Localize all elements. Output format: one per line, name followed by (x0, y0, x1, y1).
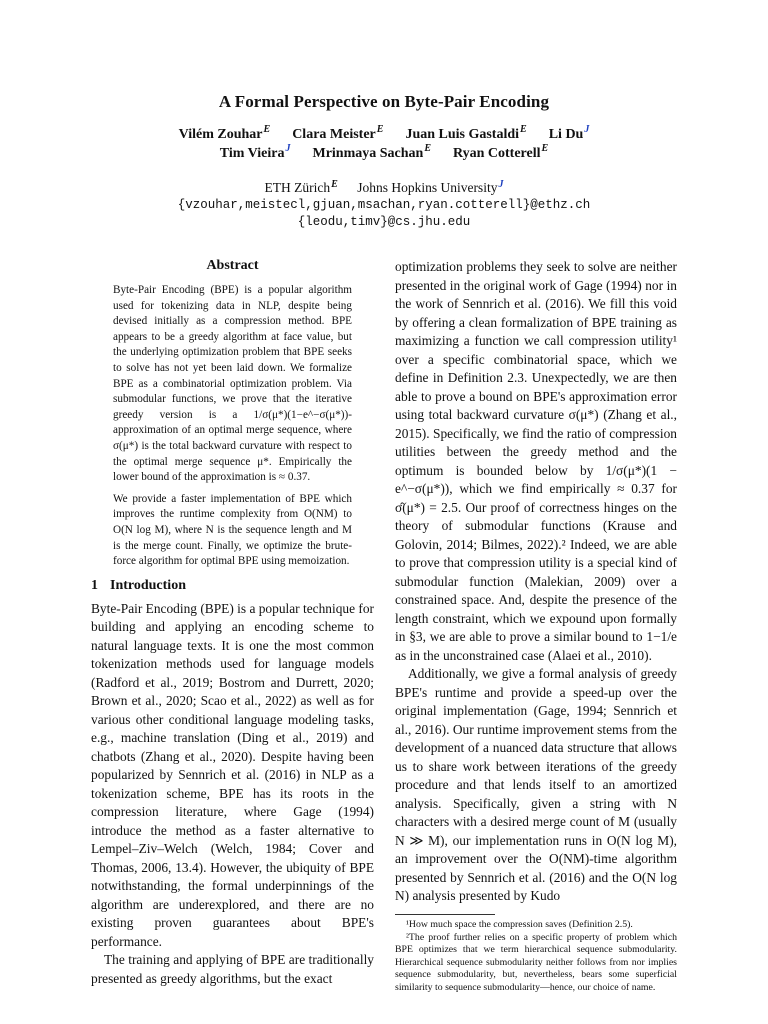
right-column (395, 258, 677, 995)
email-line-2: {leodu,timv}@cs.jhu.edu (297, 215, 471, 229)
author-affiliation-mark: E (541, 143, 549, 155)
author-r1-3 (548, 124, 590, 142)
affiliation-eth-name: ETH Zürich (264, 180, 331, 195)
abstract-paragraph-1: Byte-Pair Encoding (BPE) is a popular algorithm used for tokenizing data in NLP, despite being devised initially as a compression method. BPE appears to be a greedy algorithm at face value, but the underlying optimization problem that BPE seeks to solve has not yet been laid down. We formalize BPE as a combinatorial optimization problem. Via submodular functions, we prove that the iterative greedy version is a 1/σ(μ*)(1−e^−σ(μ*))-approximation of an optimal merge sequence, where σ(μ*) is the total backward curvature with respect to the optimal merge sequence μ*. Empirically the lower bound of the approximation is ≈ 0.37. (113, 284, 352, 484)
affiliation-jhu-mark: J (498, 178, 504, 190)
author-name: Clara Meister (292, 127, 376, 142)
paper-title: A Formal Perspective on Byte-Pair Encoding (218, 92, 550, 111)
abstract-heading: Abstract (206, 258, 259, 273)
author-name: Li Du (548, 127, 584, 142)
intro-paragraph-2-continued: optimization problems they seek to solve are neither presented in the original work of Gage (1994) nor in the work of Sennrich et al. (2016). We fill this void by offering a clean formalization of BPE training as maximizing a function we call compression utility¹ over a specific combinatorial space, which we define in Definition 2.3. Unexpectedly, we are then able to prove a bound on BPE's approximation error using total backward curvature σ(μ*) (Zhang et al., 2015). Specifically, we find the ratio of compression utilities between the greedy method and the optimum is bounded below by 1/σ(μ*)(1 − e^−σ(μ*)), which we find empirically ≈ 0.37 for σ̂(μ*) = 2.5. Our proof of correctness hinges on the theory of submodular functions (Krause and Golovin, 2014; Bilmes, 2022).² Indeed, we are able to prove that compression utility is a special kind of submodular function (Malekian, 2009) over a constrained space. And, despite the presence of the length constraint, which we expound upon formally in §3, we are able to prove a similar bound to 1−1/e as in the unconstrained case (Alaei et al., 2010). (395, 259, 677, 663)
section-title: Introduction (110, 577, 186, 593)
author-r1-2 (405, 124, 527, 142)
author-affiliation-mark: E (424, 143, 431, 155)
author-r2-2 (453, 143, 549, 161)
author-list-row-2 (0, 143, 768, 162)
author-name: Juan Luis Gastaldi (405, 127, 520, 142)
affiliation-eth (265, 180, 338, 195)
author-affiliation-mark: E (263, 124, 271, 136)
section-heading-introduction (91, 578, 374, 594)
author-name: Tim Vieira (219, 146, 285, 161)
author-r2-1 (312, 143, 431, 161)
email-line-1: {vzouhar,meistecl,gjuan,msachan,ryan.cotterell}@ethz.ch (177, 198, 591, 212)
intro-paragraph-1: Byte-Pair Encoding (BPE) is a popular technique for building and applying an encoding scheme to natural language texts. It is one the most common tokenization methods used for language models (Radford et al., 2019; Bostrom and Durrett, 2020; Brown et al., 2020; Scao et al., 2022) as well as for various other conditional language modeling tasks, e.g., machine translation (Ding et al., 2019) and chatbots (Zhang et al., 2020). Despite having been popularized by Sennrich et al. (2016) in NLP as a tokenization scheme, BPE has its roots in the compression literature, where Gage (1994) introduce the method as a faster alternative to Lempel–Ziv–Welch (Welch, 1984; Cover and Thomas, 2006, 13.4). However, the ubiquity of BPE notwithstanding, the formal underpinnings of the algorithm are underexplored, and there are no existing proven guarantees about BPE's performance. (91, 600, 374, 949)
author-affiliation-mark: J (584, 124, 590, 136)
author-r1-1 (292, 124, 384, 142)
author-affiliation-mark: E (376, 124, 384, 136)
footnote-1: ¹How much space the compression saves (Definition 2.5). (406, 918, 633, 930)
section-number: 1 (91, 577, 98, 593)
author-r1-0 (178, 124, 271, 142)
affiliation-line (0, 180, 768, 196)
affiliation-jhu (357, 180, 503, 195)
author-r2-0 (219, 143, 291, 161)
author-affiliation-mark: E (520, 124, 527, 136)
affiliation-eth-mark: E (331, 178, 338, 190)
footnote-rule (395, 914, 495, 915)
author-name: Vilém Zouhar (178, 127, 263, 142)
author-list-row-1 (0, 124, 768, 143)
author-affiliation-mark: J (285, 143, 291, 155)
author-name: Mrinmaya Sachan (312, 146, 424, 161)
left-column (91, 258, 374, 988)
affiliation-jhu-name: Johns Hopkins University (357, 180, 498, 195)
intro-paragraph-3: Additionally, we give a formal analysis of greedy BPE's runtime and provide a speed-up over the original implementation (Gage, 1994; Sennrich et al., 2016). Our runtime improvement stems from the development of a nuanced data structure that allows us to share work between iterations of the greedy procedure and that lends itself to an amortized analysis. Specifically, given a string with N characters with a desired merge count of M (usually N ≫ M), our implementation runs in O(N log M), an improvement over the O(NM)-time algorithm presented by Sennrich et al. (2016) and the O(N log N) analysis presented by Kudo (395, 666, 677, 903)
footnote-2: ²The proof further relies on a specific property of problem which BPE optimizes that we term hierarchical sequence submodularity. Hierarchical sequence submodularity neither follows from nor implies sequence submodularity, but, nevertheless, bears some superficial similarity to sequence submodularity—hence, our choice of name. (395, 931, 677, 993)
author-name: Ryan Cotterell (453, 146, 541, 161)
intro-paragraph-2-start: The training and applying of BPE are traditionally presented as greedy algorithms, but the exact (91, 952, 374, 986)
abstract-paragraph-2: We provide a faster implementation of BPE which improves the runtime complexity from O(NM) to O(N log M), where N is the sequence length and M is the merge count. Finally, we optimize the brute-force algorithm for optimal BPE using memoization. (113, 492, 352, 568)
